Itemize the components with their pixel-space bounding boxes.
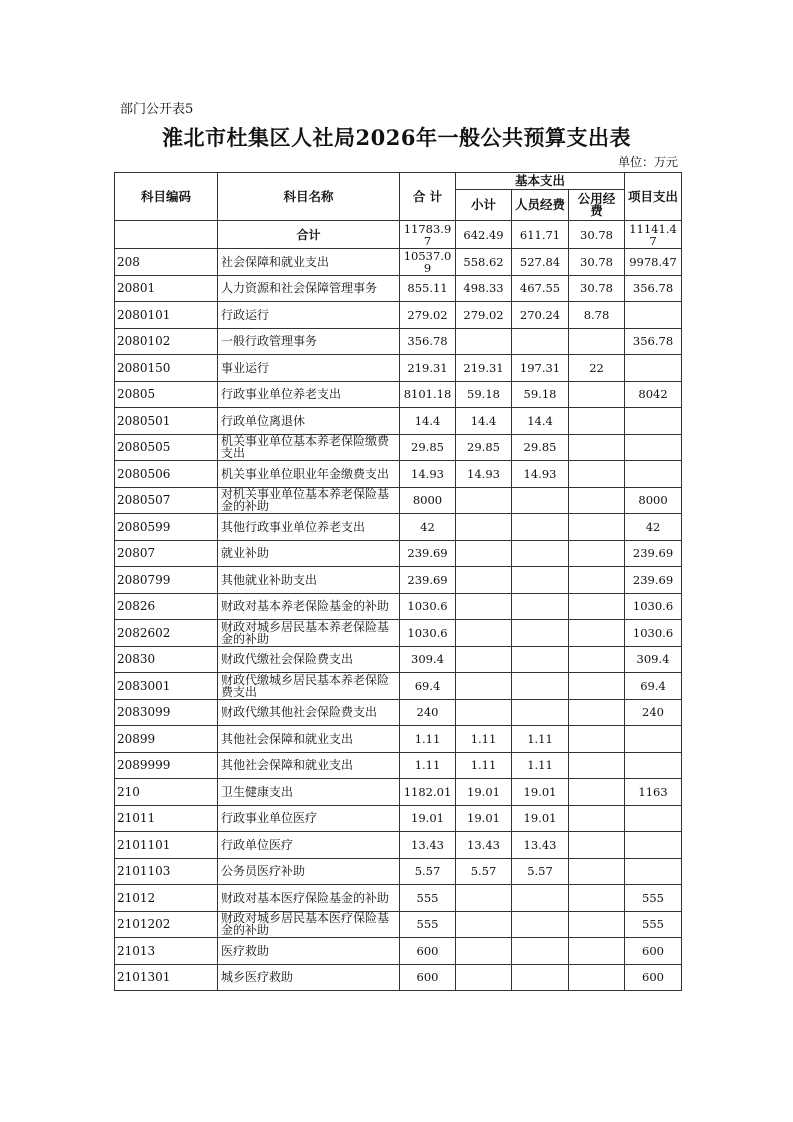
- project-cell: [625, 355, 682, 382]
- public-cell: [569, 620, 625, 647]
- table-row: [115, 514, 682, 541]
- code-cell: 210: [115, 779, 218, 806]
- public-cell: [569, 434, 625, 461]
- code-cell: 2080799: [115, 567, 218, 594]
- subtotal-cell: [456, 540, 512, 567]
- project-cell: 600: [625, 964, 682, 991]
- code-cell: 2083001: [115, 673, 218, 700]
- total-cell: 219.31: [400, 355, 456, 382]
- personnel-cell: 467.55: [512, 275, 569, 302]
- total-row: [115, 221, 682, 249]
- name-cell: 其他就业补助支出: [218, 567, 400, 594]
- header-personnel: 人员经费: [512, 190, 569, 221]
- code-cell: 2080599: [115, 514, 218, 541]
- project-cell: 9978.47: [625, 249, 682, 276]
- public-cell: [569, 646, 625, 673]
- personnel-cell: 1.11: [512, 752, 569, 779]
- code-cell: 2101103: [115, 858, 218, 885]
- header-project: 项目支出: [625, 173, 682, 221]
- name-cell: 其他社会保障和就业支出: [218, 752, 400, 779]
- public-cell: [569, 487, 625, 514]
- code-cell: 2080150: [115, 355, 218, 382]
- personnel-cell: [512, 487, 569, 514]
- project-cell: 600: [625, 938, 682, 965]
- personnel-cell: [512, 885, 569, 912]
- subtotal-cell: [456, 938, 512, 965]
- subtotal-cell: 19.01: [456, 779, 512, 806]
- table-row: [115, 938, 682, 965]
- name-cell: 财政代缴城乡居民基本养老保险费支出: [218, 673, 400, 700]
- project-cell: [625, 434, 682, 461]
- subtotal-cell: 219.31: [456, 355, 512, 382]
- personnel-cell: [512, 593, 569, 620]
- personnel-cell: [512, 911, 569, 938]
- personnel-cell: 19.01: [512, 805, 569, 832]
- project-cell: 1163: [625, 779, 682, 806]
- total-cell: 239.69: [400, 567, 456, 594]
- project-cell: 356.78: [625, 328, 682, 355]
- table-row: [115, 302, 682, 329]
- code-cell: 20826: [115, 593, 218, 620]
- code-cell: 2089999: [115, 752, 218, 779]
- total-cell: 13.43: [400, 832, 456, 859]
- table-row: [115, 328, 682, 355]
- personnel-cell: 14.4: [512, 408, 569, 435]
- code-cell: 2080501: [115, 408, 218, 435]
- code-cell: 20805: [115, 381, 218, 408]
- header-basic: 基本支出: [456, 173, 625, 190]
- project-cell: 555: [625, 885, 682, 912]
- code-cell: 21011: [115, 805, 218, 832]
- name-cell: 其他行政事业单位养老支出: [218, 514, 400, 541]
- name-cell: 其他社会保障和就业支出: [218, 726, 400, 753]
- subtotal-cell: 29.85: [456, 434, 512, 461]
- total-cell: 14.4: [400, 408, 456, 435]
- project-cell: 239.69: [625, 567, 682, 594]
- code-cell: 2101202: [115, 911, 218, 938]
- total-cell: 279.02: [400, 302, 456, 329]
- total-cell: 14.93: [400, 461, 456, 488]
- public-cell: 30.78: [569, 275, 625, 302]
- personnel-cell: [512, 964, 569, 991]
- table-row: [115, 408, 682, 435]
- public-cell: 22: [569, 355, 625, 382]
- personnel-cell: 14.93: [512, 461, 569, 488]
- public-cell: [569, 673, 625, 700]
- total-cell: 8000: [400, 487, 456, 514]
- subtotal-cell: [456, 593, 512, 620]
- subtotal-cell: [456, 487, 512, 514]
- project-cell: [625, 752, 682, 779]
- name-cell: 财政对城乡居民基本养老保险基金的补助: [218, 620, 400, 647]
- unit-label: 单位：万元: [617, 155, 678, 169]
- name-cell: 财政对基本养老保险基金的补助: [218, 593, 400, 620]
- public-cell: [569, 381, 625, 408]
- code-cell: 2080102: [115, 328, 218, 355]
- personnel-cell: 270.24: [512, 302, 569, 329]
- personnel-cell: [512, 673, 569, 700]
- table-row: [115, 832, 682, 859]
- name-cell: 财政对城乡居民基本医疗保险基金的补助: [218, 911, 400, 938]
- public-cell: [569, 911, 625, 938]
- table-row: [115, 249, 682, 276]
- project-cell: 240: [625, 699, 682, 726]
- table-row: [115, 673, 682, 700]
- table-row: [115, 434, 682, 461]
- total-cell: 1.11: [400, 726, 456, 753]
- total-cell: 8101.18: [400, 381, 456, 408]
- project-cell: 1030.6: [625, 593, 682, 620]
- public-cell: [569, 779, 625, 806]
- name-cell: 医疗救助: [218, 938, 400, 965]
- name-cell: 财政代缴其他社会保险费支出: [218, 699, 400, 726]
- total-cell: 555: [400, 885, 456, 912]
- personnel-cell: 19.01: [512, 779, 569, 806]
- table-row: [115, 964, 682, 991]
- total-total-cell: 11783.97: [400, 221, 456, 249]
- subtotal-cell: 13.43: [456, 832, 512, 859]
- table-row: [115, 593, 682, 620]
- public-cell: [569, 885, 625, 912]
- total-cell: 600: [400, 964, 456, 991]
- subtotal-cell: 19.01: [456, 805, 512, 832]
- name-cell: 行政单位离退休: [218, 408, 400, 435]
- project-cell: [625, 805, 682, 832]
- code-cell: 2082602: [115, 620, 218, 647]
- name-cell: 财政代缴社会保险费支出: [218, 646, 400, 673]
- name-cell: 机关事业单位职业年金缴费支出: [218, 461, 400, 488]
- public-cell: [569, 938, 625, 965]
- table-row: [115, 885, 682, 912]
- total-project-cell: 11141.47: [625, 221, 682, 249]
- code-cell: 2101301: [115, 964, 218, 991]
- code-cell: 208: [115, 249, 218, 276]
- public-cell: [569, 593, 625, 620]
- public-cell: [569, 726, 625, 753]
- table-row: [115, 726, 682, 753]
- total-cell: 1030.6: [400, 620, 456, 647]
- page-title: 淮北市杜集区人社局2026年一般公共预算支出表: [162, 125, 631, 150]
- subtotal-cell: 59.18: [456, 381, 512, 408]
- public-cell: [569, 832, 625, 859]
- table-row: [115, 699, 682, 726]
- name-cell: 一般行政管理事务: [218, 328, 400, 355]
- personnel-cell: 197.31: [512, 355, 569, 382]
- subtotal-cell: 14.4: [456, 408, 512, 435]
- table-row: [115, 646, 682, 673]
- table-row: [115, 620, 682, 647]
- personnel-cell: [512, 699, 569, 726]
- code-cell: 2083099: [115, 699, 218, 726]
- public-cell: [569, 540, 625, 567]
- subtotal-cell: [456, 699, 512, 726]
- total-cell: 240: [400, 699, 456, 726]
- project-cell: 1030.6: [625, 620, 682, 647]
- public-cell: [569, 699, 625, 726]
- name-cell: 行政事业单位医疗: [218, 805, 400, 832]
- subtotal-cell: [456, 646, 512, 673]
- subtotal-cell: 14.93: [456, 461, 512, 488]
- name-cell: 公务员医疗补助: [218, 858, 400, 885]
- total-code-cell: [115, 221, 218, 249]
- total-cell: 1182.01: [400, 779, 456, 806]
- name-cell: 卫生健康支出: [218, 779, 400, 806]
- project-cell: 8000: [625, 487, 682, 514]
- total-subtotal-cell: 642.49: [456, 221, 512, 249]
- table-row: [115, 355, 682, 382]
- name-cell: 城乡医疗救助: [218, 964, 400, 991]
- total-cell: 600: [400, 938, 456, 965]
- public-cell: [569, 805, 625, 832]
- subtotal-cell: [456, 964, 512, 991]
- table-row: [115, 858, 682, 885]
- code-cell: 2080505: [115, 434, 218, 461]
- header-subtotal: 小计: [456, 190, 512, 221]
- document-label: 部门公开表5: [120, 102, 194, 117]
- total-cell: 5.57: [400, 858, 456, 885]
- public-cell: [569, 408, 625, 435]
- personnel-cell: [512, 328, 569, 355]
- code-cell: 2080507: [115, 487, 218, 514]
- project-cell: 309.4: [625, 646, 682, 673]
- code-cell: 20807: [115, 540, 218, 567]
- personnel-cell: [512, 938, 569, 965]
- personnel-cell: 1.11: [512, 726, 569, 753]
- table-row: [115, 567, 682, 594]
- code-cell: 2080506: [115, 461, 218, 488]
- table-row: [115, 540, 682, 567]
- code-cell: 2101101: [115, 832, 218, 859]
- public-cell: [569, 567, 625, 594]
- personnel-cell: 29.85: [512, 434, 569, 461]
- personnel-cell: 527.84: [512, 249, 569, 276]
- name-cell: 就业补助: [218, 540, 400, 567]
- personnel-cell: [512, 540, 569, 567]
- subtotal-cell: 558.62: [456, 249, 512, 276]
- table-row: [115, 275, 682, 302]
- total-cell: 855.11: [400, 275, 456, 302]
- name-cell: 财政对基本医疗保险基金的补助: [218, 885, 400, 912]
- project-cell: 42: [625, 514, 682, 541]
- code-cell: 21012: [115, 885, 218, 912]
- table-row: [115, 779, 682, 806]
- subtotal-cell: 498.33: [456, 275, 512, 302]
- public-cell: [569, 514, 625, 541]
- table-row: [115, 381, 682, 408]
- public-cell: [569, 461, 625, 488]
- subtotal-cell: [456, 328, 512, 355]
- total-cell: 239.69: [400, 540, 456, 567]
- personnel-cell: 59.18: [512, 381, 569, 408]
- subtotal-cell: 1.11: [456, 752, 512, 779]
- personnel-cell: [512, 567, 569, 594]
- name-cell: 社会保障和就业支出: [218, 249, 400, 276]
- name-cell: 对机关事业单位基本养老保险基金的补助: [218, 487, 400, 514]
- project-cell: 239.69: [625, 540, 682, 567]
- public-cell: [569, 858, 625, 885]
- header-name: 科目名称: [218, 173, 400, 221]
- table-row: [115, 805, 682, 832]
- project-cell: [625, 858, 682, 885]
- code-cell: 20899: [115, 726, 218, 753]
- total-cell: 356.78: [400, 328, 456, 355]
- project-cell: [625, 461, 682, 488]
- code-cell: 2080101: [115, 302, 218, 329]
- subtotal-cell: [456, 620, 512, 647]
- personnel-cell: 5.57: [512, 858, 569, 885]
- public-cell: 30.78: [569, 249, 625, 276]
- total-cell: 42: [400, 514, 456, 541]
- personnel-cell: [512, 514, 569, 541]
- total-public-cell: 30.78: [569, 221, 625, 249]
- project-cell: 356.78: [625, 275, 682, 302]
- personnel-cell: 13.43: [512, 832, 569, 859]
- total-cell: 309.4: [400, 646, 456, 673]
- project-cell: [625, 832, 682, 859]
- name-cell: 行政事业单位养老支出: [218, 381, 400, 408]
- subtotal-cell: [456, 885, 512, 912]
- public-cell: [569, 752, 625, 779]
- name-cell: 行政单位医疗: [218, 832, 400, 859]
- table-row: [115, 487, 682, 514]
- total-cell: 1030.6: [400, 593, 456, 620]
- code-cell: 20801: [115, 275, 218, 302]
- subtotal-cell: [456, 911, 512, 938]
- total-cell: 10537.09: [400, 249, 456, 276]
- code-cell: 21013: [115, 938, 218, 965]
- code-cell: 20830: [115, 646, 218, 673]
- table-row: [115, 752, 682, 779]
- table-row: [115, 461, 682, 488]
- subtotal-cell: [456, 567, 512, 594]
- personnel-cell: [512, 646, 569, 673]
- name-cell: 行政运行: [218, 302, 400, 329]
- subtotal-cell: 279.02: [456, 302, 512, 329]
- header-public: 公用经费: [569, 190, 625, 221]
- budget-table: [114, 172, 682, 991]
- name-cell: 机关事业单位基本养老保险缴费支出: [218, 434, 400, 461]
- project-cell: 555: [625, 911, 682, 938]
- subtotal-cell: 1.11: [456, 726, 512, 753]
- public-cell: [569, 328, 625, 355]
- total-personnel-cell: 611.71: [512, 221, 569, 249]
- total-cell: 555: [400, 911, 456, 938]
- project-cell: [625, 302, 682, 329]
- header-code: 科目编码: [115, 173, 218, 221]
- total-cell: 69.4: [400, 673, 456, 700]
- total-cell: 1.11: [400, 752, 456, 779]
- header-total: 合 计: [400, 173, 456, 221]
- name-cell: 事业运行: [218, 355, 400, 382]
- subtotal-cell: [456, 673, 512, 700]
- public-cell: [569, 964, 625, 991]
- project-cell: 8042: [625, 381, 682, 408]
- subtotal-cell: [456, 514, 512, 541]
- subtotal-cell: 5.57: [456, 858, 512, 885]
- total-cell: 29.85: [400, 434, 456, 461]
- public-cell: 8.78: [569, 302, 625, 329]
- total-cell: 19.01: [400, 805, 456, 832]
- project-cell: 69.4: [625, 673, 682, 700]
- project-cell: [625, 408, 682, 435]
- personnel-cell: [512, 620, 569, 647]
- table-row: [115, 911, 682, 938]
- project-cell: [625, 726, 682, 753]
- total-name-cell: 合计: [218, 221, 400, 249]
- name-cell: 人力资源和社会保障管理事务: [218, 275, 400, 302]
